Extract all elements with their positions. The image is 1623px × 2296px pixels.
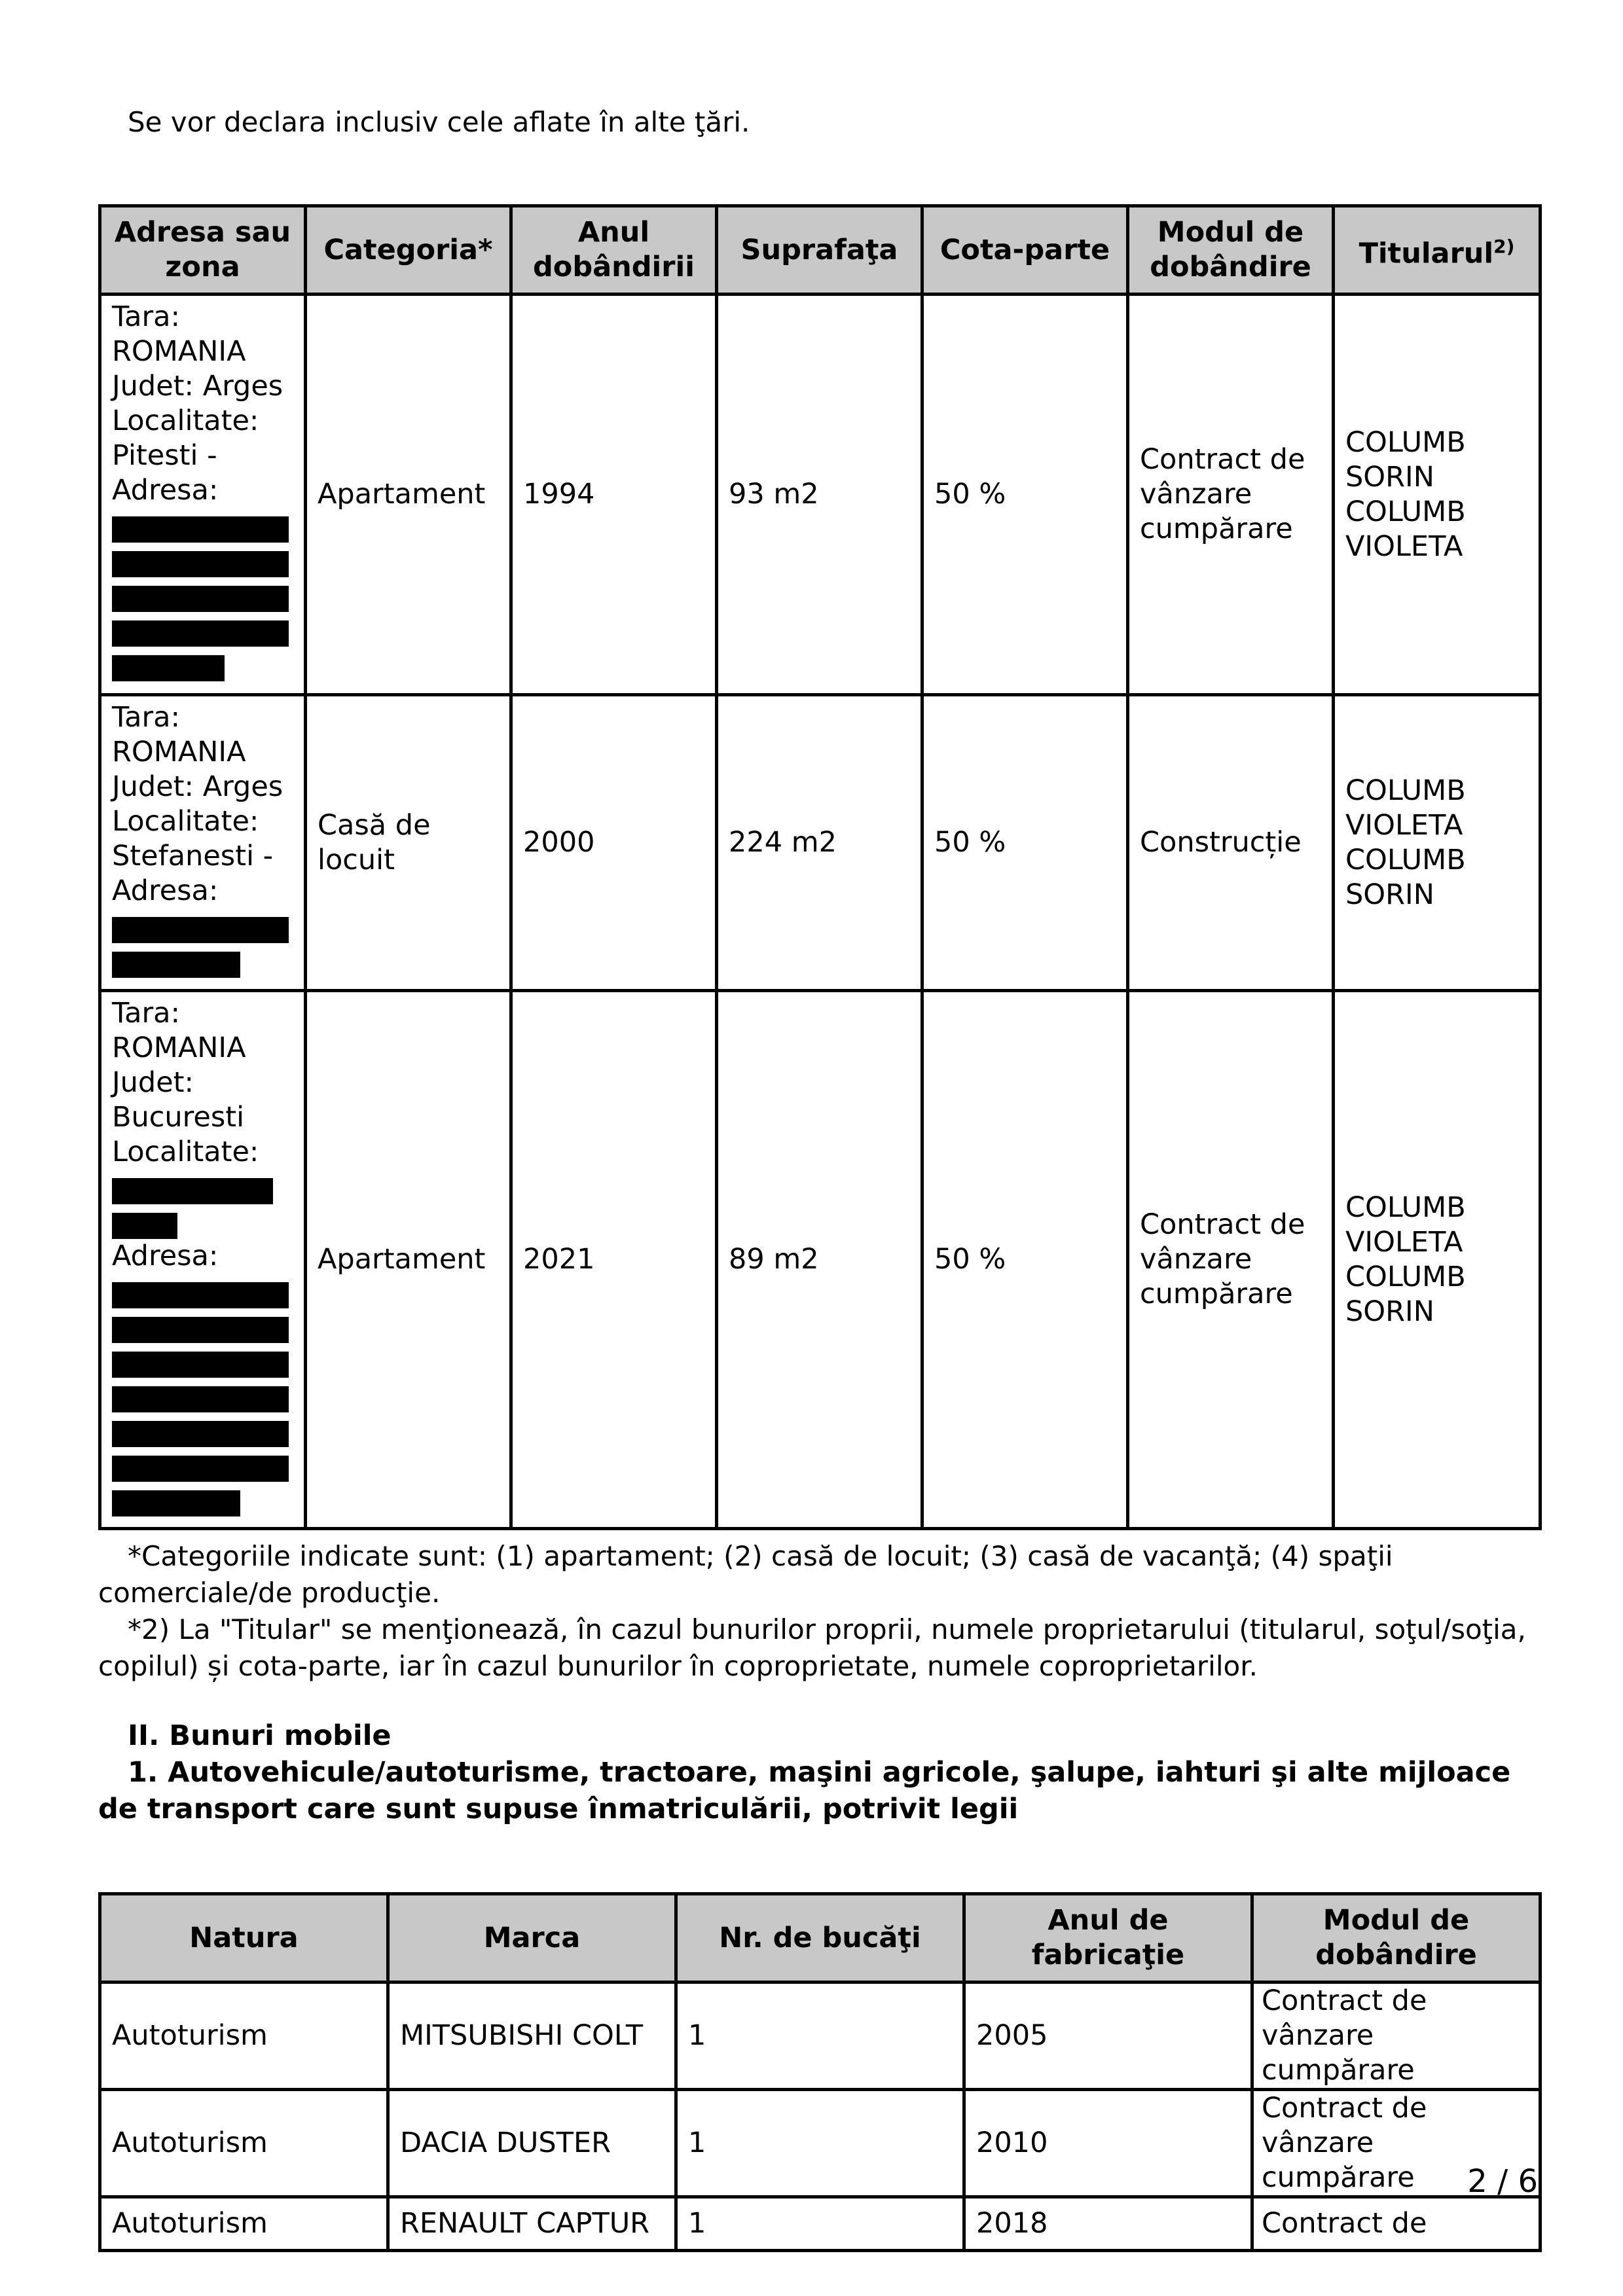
header-cota: Cota-parte xyxy=(922,206,1128,295)
header-modul: Modul de dobândire xyxy=(1128,206,1334,295)
redaction-bar xyxy=(112,1456,289,1482)
header-categoria: Categoria* xyxy=(306,206,511,295)
header-anul-fabricatie: Anul de fabricaţie xyxy=(964,1894,1252,1982)
redaction-bar xyxy=(112,1386,289,1412)
redaction-bar xyxy=(112,516,289,543)
header-adresa: Adresa sau zona xyxy=(100,206,306,295)
nr-cell: 1 xyxy=(676,1982,964,2090)
redaction-bar xyxy=(112,1213,177,1239)
cota-cell: 50 % xyxy=(922,695,1128,991)
categoria-cell: Apartament xyxy=(306,991,511,1529)
real-estate-table xyxy=(98,204,1542,1530)
redaction-bar xyxy=(112,1490,240,1516)
titular-cell: COLUMB VIOLETA COLUMB SORIN xyxy=(1334,991,1541,1529)
footnote-categorii: *Categoriile indicate sunt: (1) apartament; (2) casă de locuit; (3) casă de vacanţă; (4) spaţii comerciale/de producţie. xyxy=(98,1540,1393,1609)
modul-cell: Construcție xyxy=(1128,695,1334,991)
address-cell: Tara: ROMANIA Judet: Arges Localitate: Pitesti - Adresa: xyxy=(100,295,306,695)
table-header-row xyxy=(100,1894,1541,1982)
redaction-bar xyxy=(112,917,289,943)
cota-cell: 50 % xyxy=(922,991,1128,1529)
redaction-bar xyxy=(112,1282,289,1308)
table-row xyxy=(100,695,1541,991)
table-row xyxy=(100,991,1541,1529)
redaction-bar xyxy=(112,586,289,612)
suprafata-cell: 224 m2 xyxy=(717,695,922,991)
categoria-cell: Casă de locuit xyxy=(306,695,511,991)
vehicles-table xyxy=(98,1892,1542,2252)
modul-cell: Contract de vânzare cumpărare xyxy=(1128,991,1334,1529)
section-heading xyxy=(98,1717,1539,1827)
titular-cell: COLUMB VIOLETA COLUMB SORIN xyxy=(1334,695,1541,991)
anul-cell: 2018 xyxy=(964,2197,1252,2251)
header-nr: Nr. de bucăţi xyxy=(676,1894,964,1982)
anul-cell: 2000 xyxy=(511,695,717,991)
page-number: 2 / 6 xyxy=(1467,2163,1538,2200)
modul-cell: Contract de vânzare cumpărare xyxy=(1252,1982,1541,2090)
natura-cell: Autoturism xyxy=(100,1982,388,2090)
table-row xyxy=(100,1982,1541,2090)
titular-cell: COLUMB SORIN COLUMB VIOLETA xyxy=(1334,295,1541,695)
modul-cell: Contract de xyxy=(1252,2197,1541,2251)
modul-cell: Contract de vânzare cumpărare xyxy=(1252,2090,1541,2197)
table-row xyxy=(100,2090,1541,2197)
anul-cell: 1994 xyxy=(511,295,717,695)
redaction-bar xyxy=(112,1178,273,1204)
anul-cell: 2010 xyxy=(964,2090,1252,2197)
anul-cell: 2021 xyxy=(511,991,717,1529)
footnote-titular: *2) La "Titular" se menţionează, în cazul bunurilor proprii, numele proprietarului (titularul, soţul/soţia, copilul) și cota-parte, iar în cazul bunurilor în coproprietate, numele coproprietarilor. xyxy=(98,1613,1526,1682)
header-suprafata: Suprafaţa xyxy=(717,206,922,295)
nr-cell: 1 xyxy=(676,2090,964,2197)
redaction-bar xyxy=(112,620,289,647)
table-row xyxy=(100,2197,1541,2251)
footnotes xyxy=(98,1538,1539,1685)
marca-cell: MITSUBISHI COLT xyxy=(388,1982,676,2090)
address-cell: Tara: ROMANIA Judet: Arges Localitate: Stefanesti - Adresa: xyxy=(100,695,306,991)
redaction-bar xyxy=(112,551,289,577)
natura-cell: Autoturism xyxy=(100,2197,388,2251)
categoria-cell: Apartament xyxy=(306,295,511,695)
table-row xyxy=(100,295,1541,695)
nr-cell: 1 xyxy=(676,2197,964,2251)
cota-cell: 50 % xyxy=(922,295,1128,695)
redaction-bar xyxy=(112,1421,289,1447)
address-cell: Tara: ROMANIA Judet: Bucuresti Localitate: Adresa: xyxy=(100,991,306,1529)
header-modul: Modul de dobândire xyxy=(1252,1894,1541,1982)
suprafata-cell: 93 m2 xyxy=(717,295,922,695)
marca-cell: RENAULT CAPTUR xyxy=(388,2197,676,2251)
header-marca: Marca xyxy=(388,1894,676,1982)
anul-cell: 2005 xyxy=(964,1982,1252,2090)
redaction-bar xyxy=(112,1352,289,1378)
redaction-bar xyxy=(112,1317,289,1343)
section-subtitle: 1. Autovehicule/autoturisme, tractoare, maşini agricole, şalupe, iahturi şi alte mijloace de transport care sunt supuse înmatriculării, potrivit legii xyxy=(98,1756,1511,1825)
header-natura: Natura xyxy=(100,1894,388,1982)
suprafata-cell: 89 m2 xyxy=(717,991,922,1529)
redaction-bar xyxy=(112,655,225,681)
redaction-bar xyxy=(112,952,240,978)
header-titular: Titularul$^{2)}$ xyxy=(1334,206,1541,295)
marca-cell: DACIA DUSTER xyxy=(388,2090,676,2197)
modul-cell: Contract de vânzare cumpărare xyxy=(1128,295,1334,695)
table-header-row xyxy=(100,206,1541,295)
natura-cell: Autoturism xyxy=(100,2090,388,2197)
intro-text: Se vor declara inclusiv cele aflate în alte ţări. xyxy=(128,106,750,138)
section-title: II. Bunuri mobile xyxy=(128,1719,392,1752)
header-anul: Anul dobândirii xyxy=(511,206,717,295)
